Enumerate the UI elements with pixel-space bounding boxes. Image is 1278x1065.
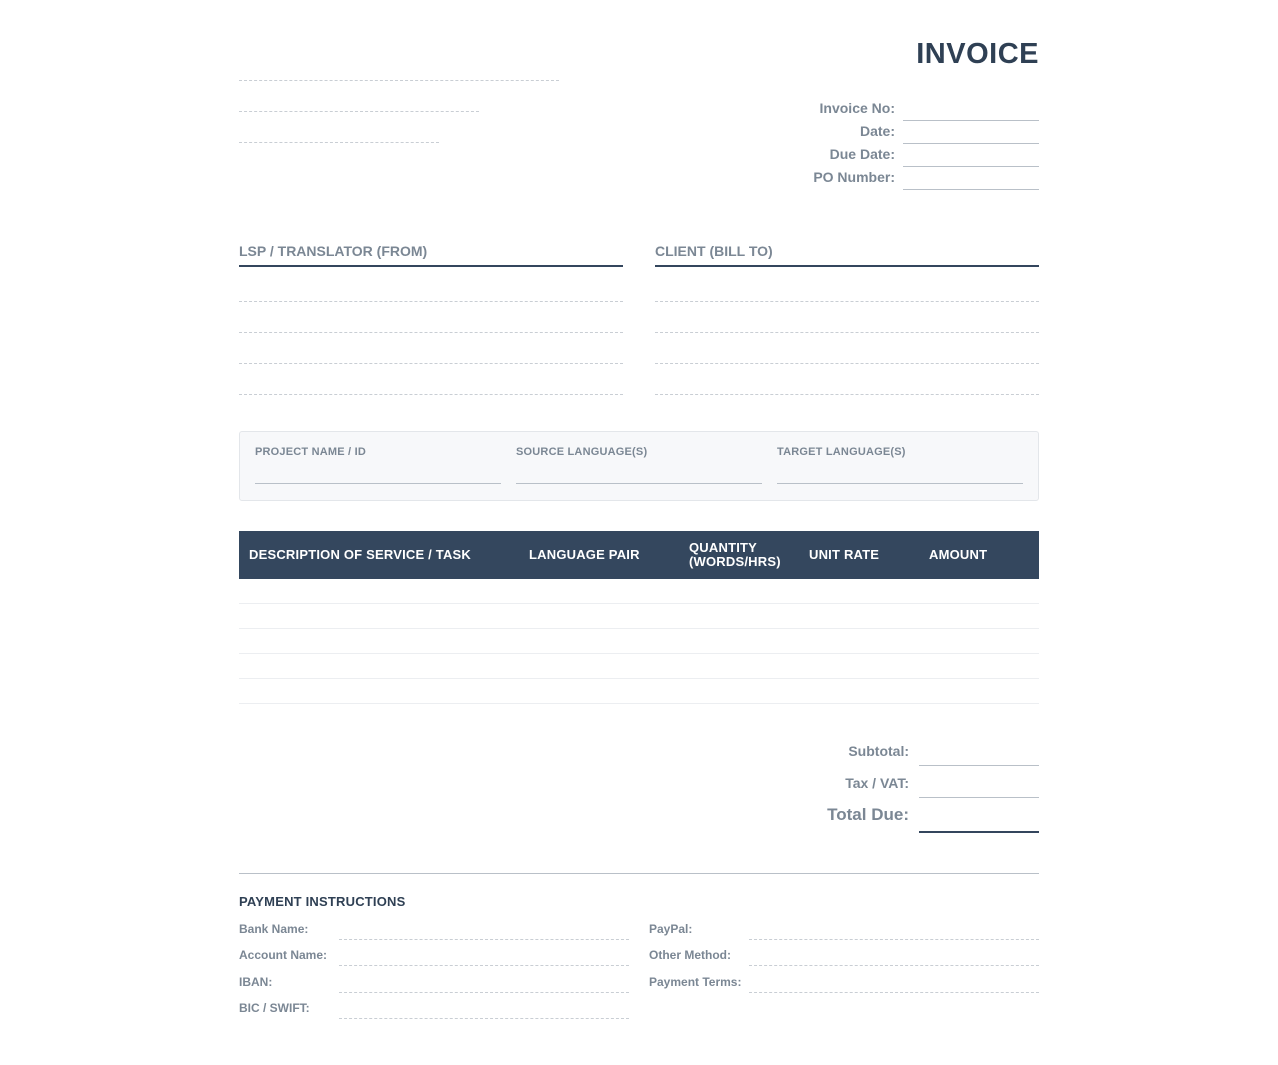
target-language-col [777, 446, 1023, 484]
other-method-label: Other Method: [649, 948, 731, 962]
table-row[interactable] [239, 629, 1039, 654]
source-language-col [516, 446, 762, 484]
tax-label: Tax / VAT: [845, 775, 909, 791]
header-description: DESCRIPTION OF SERVICE / TASK [249, 547, 472, 562]
tax-row [739, 772, 1039, 798]
table-row[interactable] [239, 654, 1039, 679]
to-line-4[interactable] [655, 364, 1039, 395]
meta-row-date [739, 121, 1039, 144]
total-due-label: Total Due: [827, 805, 909, 824]
from-line-2[interactable] [239, 302, 623, 333]
sender-address-line-1[interactable] [239, 80, 559, 81]
invoice-page [239, 0, 1039, 1065]
source-language-label: SOURCE LANGUAGE(S) [516, 446, 648, 458]
meta-row-due-date [739, 144, 1039, 167]
line-items-header [239, 531, 1039, 579]
table-row[interactable] [239, 604, 1039, 629]
target-language-label: TARGET LANGUAGE(S) [777, 446, 906, 458]
due-date-label: Due Date: [829, 146, 895, 162]
target-language-field[interactable] [777, 458, 1023, 484]
iban-field[interactable] [339, 975, 629, 993]
subtotal-row [739, 740, 1039, 766]
project-name-col [255, 446, 501, 484]
sender-address-line-3[interactable] [239, 142, 439, 143]
invoice-meta [739, 98, 1039, 190]
iban-label: IBAN: [239, 975, 273, 989]
from-heading: LSP / TRANSLATOR (FROM) [239, 243, 623, 267]
date-field[interactable] [903, 121, 1039, 144]
project-name-label: PROJECT NAME / ID [255, 446, 366, 458]
bic-swift-field[interactable] [339, 1001, 629, 1019]
total-due-field[interactable] [919, 803, 1039, 833]
header-quantity [689, 531, 781, 579]
tax-field[interactable] [919, 772, 1039, 798]
header-quantity-line1: QUANTITY [689, 540, 758, 555]
po-number-field[interactable] [903, 167, 1039, 190]
meta-row-invoice-no [739, 98, 1039, 121]
payment-terms-field[interactable] [749, 975, 1039, 993]
table-row[interactable] [239, 679, 1039, 704]
invoice-no-label: Invoice No: [819, 100, 895, 116]
subtotal-field[interactable] [919, 740, 1039, 766]
paypal-row [649, 922, 1039, 944]
payment-terms-label: Payment Terms: [649, 975, 742, 989]
account-name-label: Account Name: [239, 948, 328, 962]
header-amount: AMOUNT [929, 547, 988, 562]
account-name-row [239, 948, 629, 970]
sender-address-line-2[interactable] [239, 111, 479, 112]
from-line-4[interactable] [239, 364, 623, 395]
project-name-field[interactable] [255, 458, 501, 484]
meta-row-po-number [739, 167, 1039, 190]
po-number-label: PO Number: [813, 169, 895, 185]
bic-swift-row [239, 1001, 629, 1023]
header-quantity-line2: (WORDS/HRS) [689, 554, 781, 569]
bank-name-label: Bank Name: [239, 922, 309, 936]
invoice-title: INVOICE [916, 38, 1039, 70]
project-box [239, 431, 1039, 501]
due-date-field[interactable] [903, 144, 1039, 167]
to-line-1[interactable] [655, 267, 1039, 302]
header-unit-rate: UNIT RATE [809, 547, 880, 562]
invoice-no-field[interactable] [903, 98, 1039, 121]
bic-swift-label: BIC / SWIFT: [239, 1001, 310, 1015]
to-line-3[interactable] [655, 333, 1039, 364]
to-heading: CLIENT (BILL TO) [655, 243, 1039, 267]
divider [239, 873, 1039, 874]
paypal-label: PayPal: [649, 922, 693, 936]
from-line-1[interactable] [239, 267, 623, 302]
table-row[interactable] [239, 579, 1039, 604]
account-name-field[interactable] [339, 948, 629, 966]
bank-name-field[interactable] [339, 922, 629, 940]
other-method-row [649, 948, 1039, 970]
date-label: Date: [859, 123, 895, 139]
payment-terms-row [649, 975, 1039, 997]
from-section [239, 243, 623, 395]
header-language-pair: LANGUAGE PAIR [529, 547, 640, 562]
payment-instructions-title: PAYMENT INSTRUCTIONS [239, 894, 406, 909]
from-line-3[interactable] [239, 333, 623, 364]
iban-row [239, 975, 629, 997]
total-due-row [739, 803, 1039, 833]
source-language-field[interactable] [516, 458, 762, 484]
paypal-field[interactable] [749, 922, 1039, 940]
other-method-field[interactable] [749, 948, 1039, 966]
to-section [655, 243, 1039, 395]
subtotal-label: Subtotal: [848, 743, 909, 759]
to-line-2[interactable] [655, 302, 1039, 333]
bank-name-row [239, 922, 629, 944]
